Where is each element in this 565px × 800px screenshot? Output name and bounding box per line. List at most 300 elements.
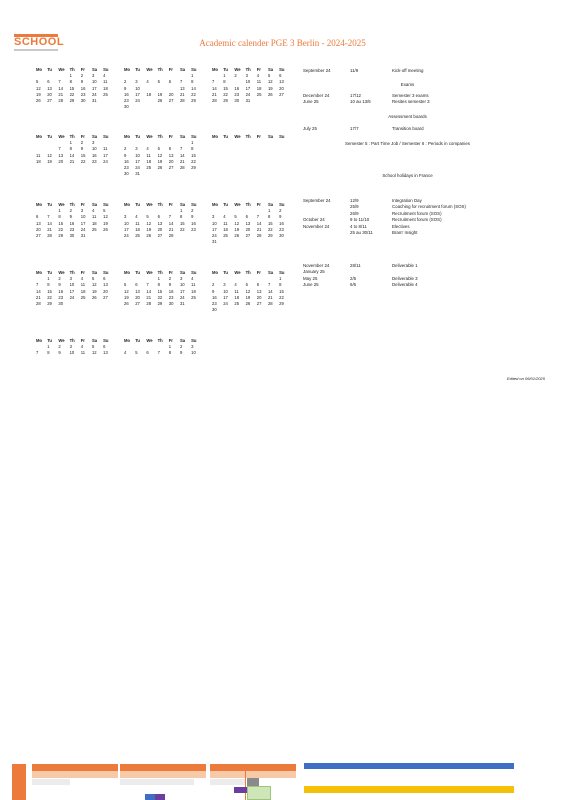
weekday-label: Tu: [47, 67, 52, 72]
day-cell: 24: [80, 226, 86, 232]
day-cell: 2: [124, 79, 127, 85]
day-cell: 11: [80, 282, 86, 288]
day-cell: 4: [256, 73, 260, 79]
day-cell: 29: [157, 300, 163, 306]
day-cell: [135, 104, 146, 110]
day-cell: 3: [91, 73, 95, 79]
day-cell: 30: [234, 97, 240, 103]
day-cell: 26: [157, 164, 163, 170]
day-cell: 13: [135, 288, 140, 294]
info-month: January 25: [303, 269, 325, 275]
day-cell: 5: [91, 276, 95, 282]
day-cell: 18: [80, 288, 86, 294]
day-cell: 9: [69, 214, 72, 220]
weekday-label: Mo: [124, 202, 131, 207]
weekday-label: Th: [69, 134, 75, 139]
weekday-label: Su: [191, 134, 197, 139]
day-cell: 19: [267, 85, 273, 91]
day-cell: 5: [267, 73, 271, 79]
info-event: Semester 3 exams: [392, 93, 429, 98]
weekday-label: Th: [245, 270, 251, 275]
day-cell: 23: [69, 226, 75, 232]
day-cell: 30: [279, 232, 284, 238]
day-cell: 13: [256, 288, 262, 294]
day-cell: 12: [124, 288, 129, 294]
day-cell: 12: [157, 152, 163, 158]
weekday-label: Sa: [267, 134, 274, 139]
day-cell: 19: [146, 226, 152, 232]
day-cell: 8: [47, 350, 50, 356]
day-cell: 22: [47, 294, 52, 300]
day-cell: [146, 104, 157, 110]
day-cell: 17: [103, 152, 108, 158]
day-cell: 8: [168, 350, 172, 356]
day-cell: 27: [36, 232, 41, 238]
day-cell: [70, 301, 81, 307]
day-cell: 30: [124, 171, 129, 177]
day-cell: 7: [179, 79, 183, 85]
weekday-label: Su: [103, 270, 109, 275]
day-cell: 9: [212, 288, 215, 294]
day-cell: 5: [36, 79, 39, 85]
info-date: 12/9: [350, 198, 359, 203]
day-cell: [81, 301, 92, 307]
day-cell: 14: [47, 220, 52, 226]
day-cell: 23: [124, 164, 129, 170]
day-cell: 20: [168, 158, 174, 164]
day-cell: [191, 104, 202, 110]
day-cell: 19: [234, 226, 240, 232]
day-cell: 27: [47, 97, 52, 103]
week-row: [36, 301, 114, 307]
week-row: [36, 98, 114, 104]
info-event: Deliverable 3: [392, 275, 418, 281]
day-cell: 22: [267, 226, 273, 232]
day-cell: 17: [124, 226, 129, 232]
day-cell: 6: [103, 276, 106, 282]
day-cell: 24: [223, 300, 228, 306]
day-cell: 13: [168, 152, 174, 158]
day-cell: 8: [191, 146, 194, 152]
weekday-label: Fr: [168, 338, 173, 343]
day-cell: 15: [157, 288, 163, 294]
weekday-label: Th: [157, 202, 163, 207]
weekday-label: Sa: [179, 67, 186, 72]
day-cell: 16: [91, 152, 97, 158]
info-event: Transition board: [392, 126, 424, 131]
weekday-label: Su: [279, 67, 285, 72]
weekday-label: Su: [191, 338, 197, 343]
info-event: Coaching for recruitment forum (SOS): [392, 204, 466, 210]
day-cell: 23: [80, 91, 86, 97]
weekday-label: Su: [279, 134, 285, 139]
page-title: Academic calender PGE 3 Berlin - 2024-2025: [199, 38, 366, 48]
day-cell: 30: [69, 232, 75, 238]
day-cell: 18: [234, 294, 240, 300]
day-cell: [257, 239, 268, 245]
logo-text: SCHOOL: [14, 36, 65, 48]
info-month: July 25: [303, 126, 317, 131]
day-cell: 20: [103, 288, 108, 294]
day-cell: 1: [267, 208, 271, 214]
day-cell: 13: [103, 350, 108, 356]
day-cell: [92, 233, 103, 239]
weekday-label: Tu: [47, 134, 52, 139]
day-cell: 21: [179, 91, 185, 97]
day-cell: 23: [279, 226, 284, 232]
day-cell: 11: [103, 79, 108, 85]
day-cell: 3: [69, 344, 72, 350]
weekday-label: Th: [69, 338, 75, 343]
day-cell: 2: [191, 208, 194, 214]
info-event: Deliverable 4: [392, 282, 418, 288]
weekday-label: Sa: [179, 338, 186, 343]
day-cell: 5: [124, 282, 127, 288]
day-cell: 7: [256, 214, 260, 220]
month-calendar: [124, 338, 202, 357]
weekday-label: Sa: [267, 202, 274, 207]
weekday-label: Sa: [179, 270, 186, 275]
day-cell: [268, 98, 279, 104]
day-cell: 12: [91, 350, 97, 356]
day-cell: [180, 171, 191, 177]
day-cell: 11: [80, 350, 86, 356]
day-cell: 13: [103, 282, 108, 288]
weekday-label: We: [234, 202, 241, 207]
day-cell: 19: [157, 158, 163, 164]
info-event: Electives: [392, 223, 410, 229]
day-cell: 6: [157, 214, 160, 220]
day-cell: 15: [267, 220, 273, 226]
footer-orange-strip-1: [32, 764, 118, 771]
boards-title: Assessment boards: [388, 114, 427, 119]
day-cell: 31: [80, 232, 86, 238]
day-cell: 12: [47, 152, 52, 158]
info-month: June 25: [303, 282, 319, 288]
day-cell: 10: [135, 152, 140, 158]
weekday-label: Tu: [135, 338, 140, 343]
day-cell: 24: [69, 294, 75, 300]
day-cell: 12: [146, 220, 152, 226]
info-month: May 25: [303, 275, 318, 281]
weekday-label: Th: [245, 202, 251, 207]
day-cell: 19: [245, 294, 251, 300]
day-cell: 25: [80, 294, 86, 300]
day-cell: [103, 301, 114, 307]
day-cell: 6: [245, 214, 248, 220]
day-cell: 20: [157, 226, 163, 232]
day-cell: 22: [80, 158, 86, 164]
day-cell: 24: [103, 158, 108, 164]
day-cell: 7: [58, 79, 61, 85]
day-cell: 6: [135, 282, 138, 288]
weekday-label: Th: [69, 202, 75, 207]
day-cell: 21: [146, 294, 152, 300]
day-cell: 1: [279, 276, 282, 282]
day-cell: 25: [234, 300, 240, 306]
day-cell: 7: [36, 350, 39, 356]
day-cell: [158, 171, 169, 177]
day-cell: 10: [80, 214, 86, 220]
weekday-label: Su: [103, 202, 109, 207]
day-cell: 23: [91, 158, 97, 164]
weekday-label: Th: [69, 270, 75, 275]
weekday-label: Fr: [256, 67, 261, 72]
weekday-label: Sa: [91, 338, 98, 343]
month-calendar: [124, 202, 202, 239]
logo-underline: [14, 49, 58, 51]
day-cell: 26: [91, 294, 97, 300]
day-cell: 6: [47, 79, 50, 85]
day-cell: 31: [212, 239, 217, 245]
day-cell: 12: [234, 220, 240, 226]
day-cell: 22: [279, 294, 284, 300]
day-cell: 8: [267, 214, 271, 220]
day-cell: 1: [168, 344, 172, 350]
day-cell: 28: [212, 97, 217, 103]
day-cell: 11: [191, 282, 196, 288]
day-cell: 26: [234, 232, 240, 238]
day-cell: 16: [168, 288, 174, 294]
weekday-label: Su: [103, 338, 109, 343]
day-cell: 3: [69, 276, 72, 282]
week-row: [36, 159, 114, 165]
day-cell: [257, 307, 268, 313]
day-cell: 6: [256, 282, 260, 288]
day-cell: 15: [69, 85, 75, 91]
weekday-label: Sa: [179, 202, 186, 207]
day-cell: 21: [36, 294, 41, 300]
day-cell: 12: [91, 282, 97, 288]
day-cell: 2: [212, 282, 215, 288]
day-cell: 29: [191, 164, 196, 170]
day-cell: [223, 307, 234, 313]
day-cell: [246, 307, 257, 313]
day-cell: 3: [135, 79, 138, 85]
day-cell: 13: [47, 85, 52, 91]
day-cell: [279, 239, 290, 245]
footer-light-strip-2: [120, 771, 206, 778]
day-cell: 14: [179, 152, 185, 158]
day-cell: 20: [168, 91, 174, 97]
weekday-label: Mo: [124, 338, 131, 343]
day-cell: 22: [223, 91, 228, 97]
day-cell: 14: [212, 85, 217, 91]
day-cell: 17: [80, 220, 86, 226]
day-cell: 31: [91, 97, 97, 103]
weekday-label: Mo: [36, 270, 43, 275]
day-cell: 9: [191, 214, 194, 220]
info-event: Integration Day: [392, 198, 422, 203]
weekday-label: Tu: [223, 270, 228, 275]
day-cell: 4: [223, 214, 226, 220]
day-cell: 31: [245, 97, 251, 103]
weekday-label: Fr: [80, 338, 85, 343]
day-cell: 22: [157, 294, 163, 300]
day-cell: 28: [168, 232, 174, 238]
day-cell: 18: [191, 288, 196, 294]
weekday-label: Mo: [36, 134, 43, 139]
week-row: [212, 239, 290, 245]
day-cell: 7: [212, 79, 215, 85]
weekday-label: Tu: [47, 338, 52, 343]
day-cell: 12: [103, 214, 108, 220]
day-cell: 25: [135, 232, 140, 238]
footer-decoration: [0, 760, 565, 800]
day-cell: 2: [234, 73, 237, 79]
day-cell: 26: [36, 97, 41, 103]
info-month: October 24: [303, 217, 325, 223]
day-cell: 9: [279, 214, 282, 220]
day-cell: 29: [69, 97, 75, 103]
day-cell: 19: [103, 220, 108, 226]
day-cell: [103, 98, 114, 104]
week-row: [212, 307, 290, 313]
day-cell: 19: [91, 288, 97, 294]
day-cell: [158, 104, 169, 110]
day-cell: [180, 233, 191, 239]
day-cell: [92, 301, 103, 307]
weekday-label: We: [58, 202, 65, 207]
day-cell: 4: [146, 146, 149, 152]
footer-orange-strip-3: [210, 764, 296, 771]
day-cell: 16: [124, 91, 129, 97]
day-cell: 3: [135, 146, 138, 152]
day-cell: 19: [124, 294, 129, 300]
day-cell: 17: [135, 158, 140, 164]
weekday-label: We: [146, 134, 153, 139]
day-cell: [103, 233, 114, 239]
weekday-label: We: [146, 270, 153, 275]
footer-purple-block: [234, 787, 247, 793]
weekday-label: Fr: [80, 67, 85, 72]
day-cell: 16: [80, 85, 86, 91]
footer-yellow-bar: [304, 786, 514, 793]
day-cell: 16: [279, 220, 284, 226]
day-cell: 16: [212, 294, 217, 300]
day-cell: 7: [157, 350, 160, 356]
day-cell: [191, 233, 202, 239]
day-cell: 2: [279, 208, 282, 214]
day-cell: 6: [279, 73, 282, 79]
day-cell: 25: [91, 226, 97, 232]
day-cell: 24: [91, 91, 97, 97]
day-cell: 3: [179, 276, 183, 282]
month-calendar: [212, 134, 290, 140]
day-cell: 20: [58, 158, 64, 164]
day-cell: 19: [36, 91, 41, 97]
day-cell: 15: [58, 220, 64, 226]
day-cell: 11: [36, 152, 41, 158]
day-cell: 1: [69, 140, 72, 146]
info-date: 26/9: [350, 210, 359, 216]
day-cell: 1: [191, 73, 194, 79]
day-cell: 10: [91, 79, 97, 85]
day-cell: 20: [47, 91, 52, 97]
info-date: 6/6: [350, 282, 357, 288]
day-cell: 16: [69, 220, 75, 226]
day-cell: 18: [91, 220, 97, 226]
day-cell: 21: [212, 91, 217, 97]
info-date: 4 to 8/11: [350, 223, 367, 229]
week-row: [124, 350, 202, 356]
weekday-label: Sa: [179, 134, 186, 139]
day-cell: [180, 104, 191, 110]
day-cell: 17: [223, 294, 228, 300]
day-cell: 18: [146, 91, 152, 97]
day-cell: 26: [103, 226, 108, 232]
info-date: 25/9: [350, 204, 359, 210]
weekday-label: Sa: [91, 67, 98, 72]
day-cell: [169, 104, 180, 110]
weekday-label: Th: [157, 134, 163, 139]
day-cell: 10: [223, 288, 228, 294]
day-cell: 7: [267, 282, 271, 288]
day-cell: 13: [279, 79, 284, 85]
info-date: 28/11: [350, 263, 361, 268]
footer-left-bar: [12, 764, 26, 800]
day-cell: 15: [179, 220, 185, 226]
day-cell: 6: [146, 350, 149, 356]
day-cell: 10: [212, 220, 217, 226]
day-cell: 10: [179, 282, 185, 288]
footer-green-block: [247, 786, 271, 800]
day-cell: 17: [179, 288, 185, 294]
day-cell: 28: [47, 232, 52, 238]
weekday-label: Fr: [168, 202, 173, 207]
day-cell: 6: [168, 146, 172, 152]
day-cell: 18: [36, 158, 41, 164]
day-cell: [234, 239, 245, 245]
weekday-label: Sa: [267, 67, 274, 72]
day-cell: [191, 301, 202, 307]
day-cell: 9: [179, 350, 183, 356]
day-cell: 29: [191, 97, 196, 103]
day-cell: 4: [103, 73, 106, 79]
day-cell: 8: [58, 214, 61, 220]
weekday-label: Su: [279, 270, 285, 275]
day-cell: 23: [191, 226, 196, 232]
day-cell: 26: [245, 300, 251, 306]
week-row: [124, 301, 202, 307]
day-cell: 23: [124, 97, 129, 103]
day-cell: 3: [245, 73, 248, 79]
day-cell: 24: [135, 97, 140, 103]
day-cell: 23: [168, 294, 174, 300]
info-month: December 24: [303, 93, 330, 98]
day-cell: 24: [124, 232, 129, 238]
day-cell: 4: [124, 350, 127, 356]
weekday-label: Fr: [80, 270, 85, 275]
day-cell: [279, 98, 290, 104]
day-cell: 31: [135, 171, 140, 177]
day-cell: 27: [135, 300, 140, 306]
info-month: June 25: [303, 99, 319, 105]
day-cell: 30: [80, 97, 86, 103]
day-cell: 28: [179, 164, 185, 170]
week-row: [36, 350, 114, 356]
info-date: 17/7: [350, 126, 359, 131]
day-cell: 29: [279, 300, 284, 306]
day-cell: 17: [245, 85, 251, 91]
weekday-label: Su: [103, 67, 109, 72]
day-cell: 15: [279, 288, 284, 294]
day-cell: 23: [234, 91, 240, 97]
day-cell: 29: [267, 232, 273, 238]
semester-note: Semester 5 : Part Time Job / Semester 6 : Periods in companies: [345, 141, 470, 146]
day-cell: [169, 171, 180, 177]
day-cell: 7: [146, 282, 149, 288]
